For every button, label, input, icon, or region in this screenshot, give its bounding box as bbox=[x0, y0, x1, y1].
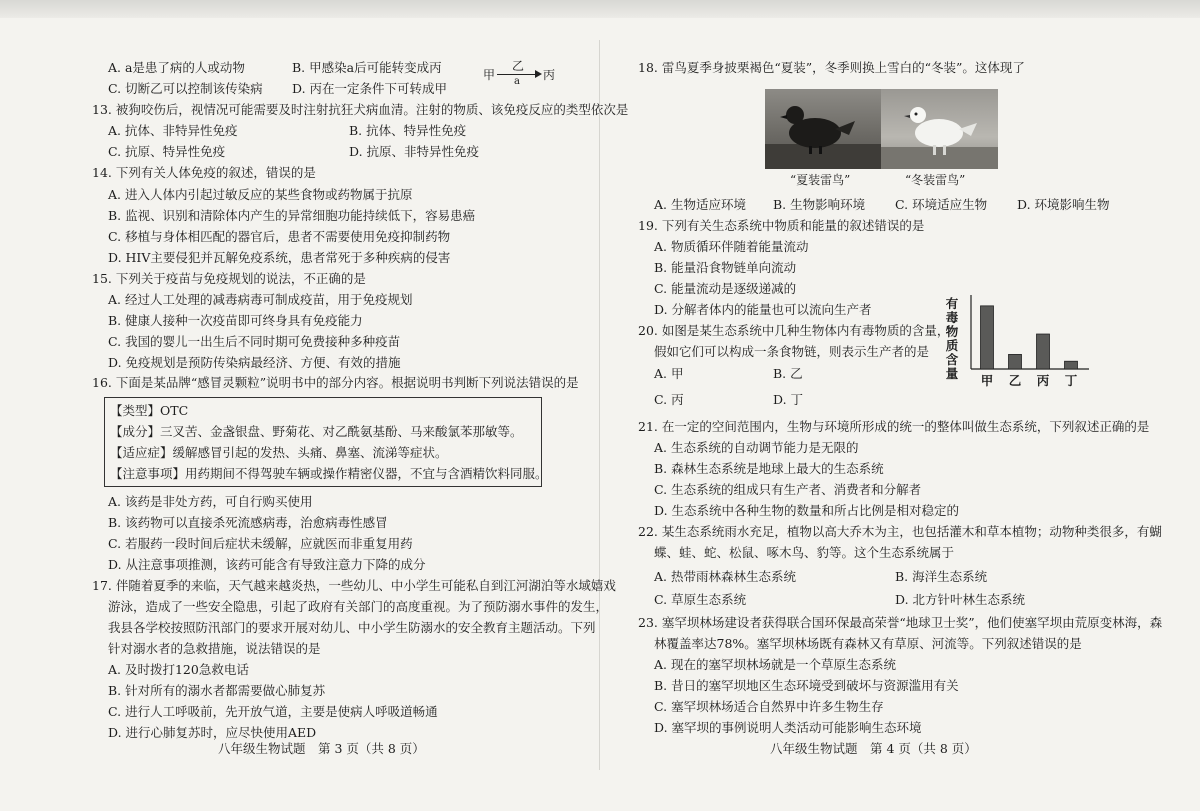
q14-option-a[interactable]: A. 进入人体内引起过敏反应的某些食物或药物属于抗原 bbox=[108, 187, 413, 202]
q20-stem-line1: 20. 如图是某生态系统中几种生物体内有毒物质的含量， bbox=[638, 323, 950, 338]
chart-x-tick-label: 丙 bbox=[1036, 373, 1050, 388]
q16-stem: 16. 下面是某品牌“感冒灵颗粒”说明书中的部分内容。根据说明书判断下列说法错误的是 bbox=[92, 375, 579, 390]
q23-option-a[interactable]: A. 现在的塞罕坝林场就是一个草原生态系统 bbox=[654, 657, 896, 672]
q17-stem-line1: 17. 伴随着夏季的来临，天气越来越炎热，一些幼儿、中小学生可能私自到江河湖泊等水域嬉戏 bbox=[92, 578, 616, 593]
drug-ingredients: 【成分】三叉苦、金盏银盘、野菊花、对乙酰氨基酚、马来酸氯苯那敏等。 bbox=[110, 424, 523, 439]
drug-precautions: 【注意事项】用药期间不得驾驶车辆或操作精密仪器，不宜与含酒精饮料同服。 bbox=[110, 466, 548, 481]
page-3-footer: 八年级生物试题 第 3 页（共 8 页） bbox=[218, 741, 425, 756]
chart-bar bbox=[1065, 361, 1078, 369]
q13-stem: 13. 被狗咬伤后，视情况可能需要及时注射抗狂犬病血清。注射的物质、该免疫反应的类型依次是 bbox=[92, 102, 629, 117]
q22-option-c[interactable]: C. 草原生态系统 bbox=[654, 592, 747, 607]
page-4-footer: 八年级生物试题 第 4 页（共 8 页） bbox=[770, 741, 977, 756]
chart-y-label-char: 有 bbox=[945, 296, 959, 311]
q14-option-d[interactable]: D. HIV主要侵犯并瓦解免疫系统，患者常死于多种疾病的侵害 bbox=[108, 250, 451, 265]
diagram-arrow-head bbox=[535, 70, 542, 78]
summer-ptarmigan-photo bbox=[765, 89, 881, 169]
drug-type: 【类型】OTC bbox=[110, 403, 189, 418]
chart-y-label-char: 量 bbox=[945, 366, 959, 381]
q17-option-d[interactable]: D. 进行心肺复苏时，应尽快使用AED bbox=[108, 725, 317, 740]
chart-y-label-char: 含 bbox=[945, 352, 959, 367]
toxin-bar-chart bbox=[945, 293, 1095, 393]
q16-option-b[interactable]: B. 该药物可以直接杀死流感病毒，治愈病毒性感冒 bbox=[108, 515, 388, 530]
q14-option-b[interactable]: B. 监视、识别和清除体内产生的异常细胞功能持续低下，容易患癌 bbox=[108, 208, 476, 223]
chart-y-label-char: 毒 bbox=[945, 310, 959, 325]
q20-option-b[interactable]: B. 乙 bbox=[773, 366, 803, 381]
q14-stem: 14. 下列有关人体免疫的叙述，错误的是 bbox=[92, 165, 316, 180]
drug-indications: 【适应症】缓解感冒引起的发热、头痛、鼻塞、流涕等症状。 bbox=[110, 445, 448, 460]
chart-bar bbox=[1037, 334, 1050, 369]
q22-option-b[interactable]: B. 海洋生态系统 bbox=[895, 569, 988, 584]
q17-stem-line2: 游泳，造成了一些安全隐患，引起了政府有关部门的高度重视。为了预防溺水事件的发生， bbox=[108, 599, 609, 614]
q13-option-a[interactable]: A. 抗体、非特异性免疫 bbox=[108, 123, 238, 138]
chart-plot bbox=[945, 293, 1095, 393]
q15-option-b[interactable]: B. 健康人接种一次疫苗即可终身具有免疫能力 bbox=[108, 313, 363, 328]
chart-y-label-char: 质 bbox=[945, 338, 959, 353]
q20-stem-line2: 假如它们可以构成一条食物链，则表示生产者的是 bbox=[654, 344, 930, 359]
summer-bird-icon bbox=[765, 89, 881, 169]
caption-summer: “夏装雷鸟” bbox=[790, 173, 851, 187]
q15-option-a[interactable]: A. 经过人工处理的减毒病毒可制成疫苗，用于免疫规划 bbox=[108, 292, 413, 307]
chart-x-tick-label: 乙 bbox=[1008, 373, 1022, 388]
q17-option-a[interactable]: A. 及时拨打120急救电话 bbox=[108, 662, 249, 677]
winter-ptarmigan-photo bbox=[881, 89, 998, 169]
q13-option-b[interactable]: B. 抗体、特异性免疫 bbox=[349, 123, 467, 138]
q21-option-a[interactable]: A. 生态系统的自动调节能力是无限的 bbox=[654, 440, 859, 455]
q19-option-d[interactable]: D. 分解者体内的能量也可以流向生产者 bbox=[654, 302, 872, 317]
q16-option-d[interactable]: D. 从注意事项推测，该药可能含有导致注意力下降的成分 bbox=[108, 557, 426, 572]
q14-option-c[interactable]: C. 移植与身体相匹配的器官后，患者不需要使用免疫抑制药物 bbox=[108, 229, 451, 244]
q19-option-c[interactable]: C. 能量流动是逐级递减的 bbox=[654, 281, 797, 296]
q12-option-a[interactable]: A. a是患了病的人或动物 bbox=[108, 60, 245, 75]
q12-option-d[interactable]: D. 丙在一定条件下可转成甲 bbox=[292, 81, 448, 96]
chart-bar bbox=[1009, 354, 1022, 369]
q22-stem-line2: 蝶、蛙、蛇、松鼠、啄木鸟、豹等。这个生态系统属于 bbox=[654, 545, 955, 560]
chart-y-label-char: 物 bbox=[945, 324, 959, 339]
diagram-yi: 乙 bbox=[512, 59, 525, 73]
q17-option-c[interactable]: C. 进行人工呼吸前，先开放气道，主要是使病人呼吸道畅通 bbox=[108, 704, 438, 719]
q20-option-d[interactable]: D. 丁 bbox=[773, 392, 804, 407]
q18-option-b[interactable]: B. 生物影响环境 bbox=[773, 197, 866, 212]
q21-stem: 21. 在一定的空间范围内，生物与环境所形成的统一的整体叫做生态系统，下列叙述正确的是 bbox=[638, 419, 1150, 434]
diagram-jia: 甲 bbox=[483, 68, 496, 82]
q15-stem: 15. 下列关于疫苗与免疫规划的说法，不正确的是 bbox=[92, 271, 366, 286]
q19-option-a[interactable]: A. 物质循环伴随着能量流动 bbox=[654, 239, 809, 254]
q20-option-a[interactable]: A. 甲 bbox=[654, 366, 684, 381]
q18-stem: 18. 雷鸟夏季身披栗褐色“夏装”，冬季则换上雪白的“冬装”。这体现了 bbox=[638, 60, 1025, 75]
q17-stem-line3: 我县各学校按照防汛部门的要求开展对幼儿、中小学生防溺水的安全教育主题活动。下列 bbox=[108, 620, 596, 635]
chart-bar bbox=[981, 306, 994, 369]
winter-bird-icon bbox=[881, 89, 998, 169]
q17-option-b[interactable]: B. 针对所有的溺水者都需要做心肺复苏 bbox=[108, 683, 326, 698]
diagram-bing: 丙 bbox=[543, 68, 556, 82]
q18-option-c[interactable]: C. 环境适应生物 bbox=[895, 197, 988, 212]
q16-option-a[interactable]: A. 该药是非处方药，可自行购买使用 bbox=[108, 494, 313, 509]
q21-option-b[interactable]: B. 森林生态系统是地球上最大的生态系统 bbox=[654, 461, 884, 476]
caption-winter: “冬装雷鸟” bbox=[905, 173, 966, 187]
q19-option-b[interactable]: B. 能量沿食物链单向流动 bbox=[654, 260, 797, 275]
q23-option-b[interactable]: B. 昔日的塞罕坝地区生态环境受到破坏与资源滥用有关 bbox=[654, 678, 959, 693]
q18-option-a[interactable]: A. 生物适应环境 bbox=[654, 197, 746, 212]
q17-stem-line4: 针对溺水者的急救措施，说法错误的是 bbox=[108, 641, 321, 656]
q23-option-d[interactable]: D. 塞罕坝的事例说明人类活动可能影响生态环境 bbox=[654, 720, 922, 735]
q21-option-c[interactable]: C. 生态系统的组成只有生产者、消费者和分解者 bbox=[654, 482, 922, 497]
q12-option-b[interactable]: B. 甲感染a后可能转变成丙 bbox=[292, 60, 442, 75]
q23-stem-line2: 林覆盖率达78%。塞罕坝林场既有森林又有草原、河流等。下列叙述错误的是 bbox=[654, 636, 1082, 651]
q23-stem-line1: 23. 塞罕坝林场建设者获得联合国环保最高荣誉“地球卫士奖”，他们使塞罕坝由荒原变林海，森 bbox=[638, 615, 1163, 630]
q20-option-c[interactable]: C. 丙 bbox=[654, 392, 684, 407]
q13-option-d[interactable]: D. 抗原、非特异性免疫 bbox=[349, 144, 480, 159]
q23-option-c[interactable]: C. 塞罕坝林场适合自然界中许多生物生存 bbox=[654, 699, 884, 714]
chart-x-tick-label: 甲 bbox=[980, 373, 994, 388]
q22-stem-line1: 22. 某生态系统雨水充足，植物以高大乔木为主，也包括灌木和草本植物；动物种类很多，有蝴 bbox=[638, 524, 1162, 539]
q18-option-d[interactable]: D. 环境影响生物 bbox=[1017, 197, 1110, 212]
q15-option-d[interactable]: D. 免疫规划是预防传染病最经济、方便、有效的措施 bbox=[108, 355, 401, 370]
q12-option-c[interactable]: C. 切断乙可以控制该传染病 bbox=[108, 81, 263, 96]
q22-option-a[interactable]: A. 热带雨林森林生态系统 bbox=[654, 569, 796, 584]
q22-option-d[interactable]: D. 北方针叶林生态系统 bbox=[895, 592, 1026, 607]
q13-option-c[interactable]: C. 抗原、特异性免疫 bbox=[108, 144, 226, 159]
q15-option-c[interactable]: C. 我国的婴儿一出生后不同时期可免费接种多种疫苗 bbox=[108, 334, 401, 349]
q19-stem: 19. 下列有关生态系统中物质和能量的叙述错误的是 bbox=[638, 218, 925, 233]
q16-option-c[interactable]: C. 若服药一段时间后症状未缓解，应就医而非重复用药 bbox=[108, 536, 413, 551]
diagram-a: a bbox=[514, 76, 520, 87]
transmission-diagram bbox=[479, 59, 559, 87]
page-gutter bbox=[599, 40, 600, 770]
chart-x-tick-label: 丁 bbox=[1064, 373, 1078, 388]
scan-top-edge bbox=[0, 0, 1200, 18]
q21-option-d[interactable]: D. 生态系统中各种生物的数量和所占比例是相对稳定的 bbox=[654, 503, 960, 518]
